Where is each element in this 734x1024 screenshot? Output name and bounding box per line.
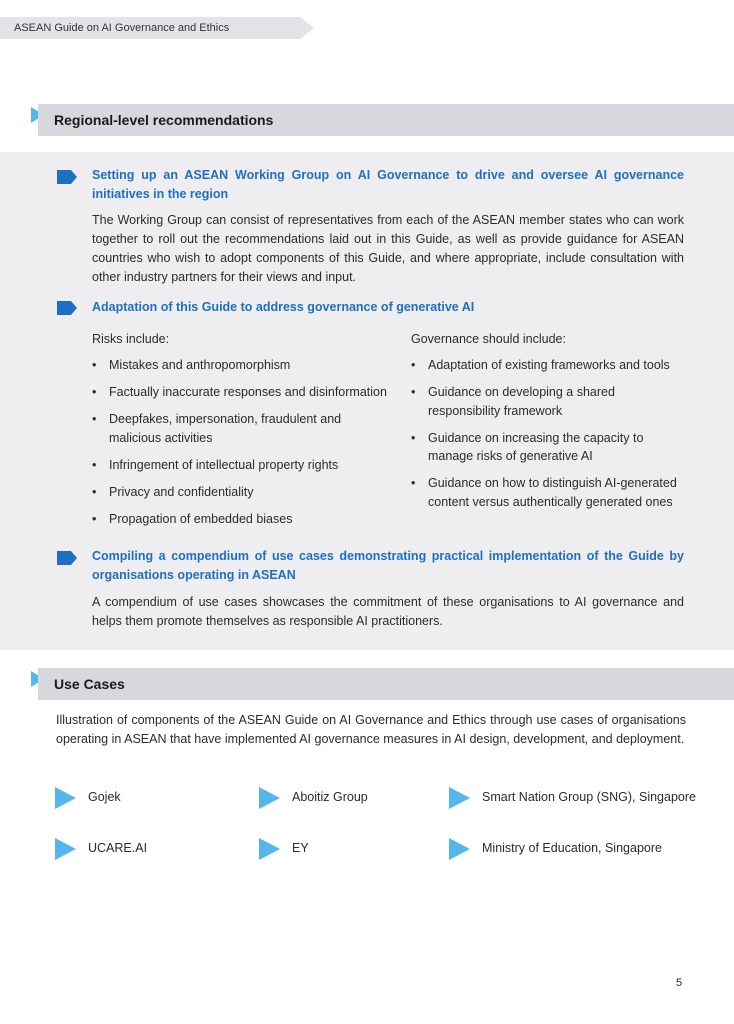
section-heading-use-cases	[38, 668, 734, 700]
section-heading-regional	[38, 104, 734, 136]
bullet-icon: •	[92, 412, 97, 426]
document-title-tab-arrow	[300, 17, 314, 39]
document-title: ASEAN Guide on AI Governance and Ethics	[14, 22, 230, 34]
bullet-icon: •	[92, 511, 97, 526]
use-cases-intro: Illustration of components of the ASEAN Guide on AI Governance and Ethics through use cases of organisations operating in ASEAN that have implemented AI governance measures in AI design, development, and deployment.	[56, 713, 686, 746]
bullet-icon: •	[411, 476, 416, 490]
governance-list	[411, 356, 686, 520]
list-item: • Infringement of intellectual property rights	[92, 456, 407, 475]
list-item: • Guidance on developing a shared responsibility framework	[411, 385, 615, 418]
bullet-icon: •	[92, 484, 97, 499]
play-arrow-icon	[449, 838, 470, 860]
flag-icon	[57, 551, 71, 565]
list-item: • Propagation of embedded biases	[92, 510, 407, 529]
use-case-label: EY	[292, 841, 309, 855]
list-item: • Guidance on increasing the capacity to manage risks of generative AI	[411, 430, 644, 463]
document-title-tab	[0, 17, 300, 39]
play-arrow-icon	[55, 787, 76, 809]
use-case-label: Gojek	[88, 790, 121, 804]
recommendation-body: The Working Group can consist of representatives from each of the ASEAN member states who can work together to roll out the recommendations laid out in this Guide, as well as provide guidance for ASEAN countries who wish to adopt components of this Guide, and where appropriate, include consultation with other industry partners for their views and input.	[92, 213, 684, 284]
recommendation-body: A compendium of use cases showcases the commitment of these organisations to AI governance and helps them promote themselves as responsible AI practitioners.	[92, 595, 684, 628]
bullet-icon: •	[92, 457, 97, 472]
section-heading-label: Use Cases	[54, 676, 125, 692]
section-heading-label: Regional-level recommendations	[54, 112, 274, 128]
recommendation-title: Adaptation of this Guide to address governance of generative AI	[92, 300, 475, 314]
list-item: • Privacy and confidentiality	[92, 483, 407, 502]
bullet-icon: •	[411, 358, 416, 372]
recommendation-title: Compiling a compendium of use cases demonstrating practical implementation of the Guide by organisations operating in ASEAN	[92, 549, 684, 582]
flag-icon	[57, 170, 71, 184]
list-item: • Deepfakes, impersonation, fraudulent and malicious activities	[92, 412, 342, 445]
risks-list	[92, 356, 407, 537]
risks-heading: Risks include:	[92, 332, 170, 346]
play-arrow-icon	[449, 787, 470, 809]
bullet-icon: •	[411, 385, 416, 399]
recommendation-title: Setting up an ASEAN Working Group on AI Governance to drive and oversee AI governance initiatives in the region	[92, 168, 684, 201]
list-item: • Mistakes and anthropomorphism	[92, 356, 407, 375]
page-number: 5	[676, 977, 683, 989]
flag-icon	[57, 301, 71, 315]
bullet-icon: •	[92, 385, 97, 399]
bullet-icon: •	[92, 358, 97, 372]
use-case-label: Aboitiz Group	[292, 790, 368, 804]
list-item: • Factually inaccurate responses and disinformation	[92, 383, 407, 402]
play-arrow-icon	[55, 838, 76, 860]
use-case-label: Ministry of Education, Singapore	[482, 841, 662, 855]
play-arrow-icon	[259, 838, 280, 860]
bullet-icon: •	[411, 430, 416, 445]
use-case-label: UCARE.AI	[88, 841, 148, 855]
governance-heading: Governance should include:	[411, 332, 566, 346]
play-arrow-icon	[259, 787, 280, 809]
list-item: • Guidance on how to distinguish AI-generated content versus authentically generated ones	[411, 476, 677, 509]
use-case-label: Smart Nation Group (SNG), Singapore	[482, 790, 696, 804]
list-item: • Adaptation of existing frameworks and tools	[411, 356, 686, 375]
